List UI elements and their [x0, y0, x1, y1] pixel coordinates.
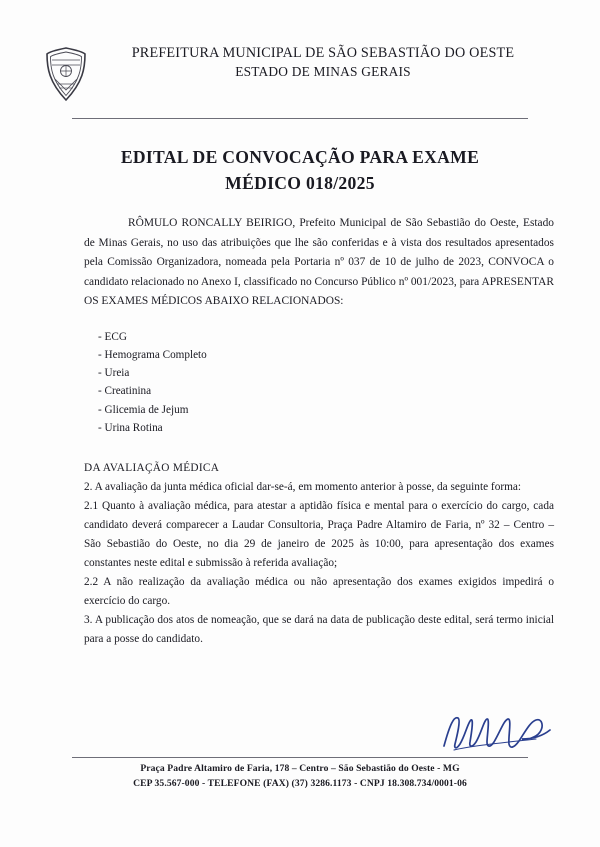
list-item: - Creatinina [98, 385, 152, 398]
coat-of-arms-icon [40, 44, 92, 102]
document-title [0, 145, 600, 196]
document-footer [0, 762, 600, 792]
footer-contact: CEP 35.567-000 - TELEFONE (FAX) (37) 3286.1173 - CNPJ 18.308.734/0001-06 [133, 777, 467, 789]
document-body [84, 214, 554, 649]
document-header [0, 0, 600, 102]
list-item: - Ureia [98, 367, 130, 380]
intro-paragraph: RÔMULO RONCALLY BEIRIGO, Prefeito Municipal de São Sebastião do Oeste, Estado de Minas Gerais, no uso das atribuições que lhe são conferidas e à vista dos resultados apresentados pela Comissão Organizadora, nomeada pela Portaria nº 037 de 10 de julho de 2023, CONVOCA o candidato relacionado no Anexo I, classificado no Concurso Público nº 001/2023, para APRESENTAR OS EXAMES MÉDICOS ABAIXO RELACIONADOS: [84, 217, 554, 308]
paragraph-3: 3. A publicação dos atos de nomeação, que se dará na data de publicação deste edital, será termo inicial para a posse do candidato. [84, 614, 554, 646]
section-heading: DA AVALIAÇÃO MÉDICA [84, 461, 220, 474]
paragraph-2-2: 2.2 A não realização da avaliação médica ou não apresentação dos exames exigidos impedirá o exercício do cargo. [84, 576, 554, 608]
header-text-block [92, 44, 600, 81]
organization-name: PREFEITURA MUNICIPAL DE SÃO SEBASTIÃO DO OESTE [131, 45, 515, 61]
list-item: - Glicemia de Jejum [98, 403, 189, 416]
header-divider [72, 118, 528, 119]
list-item: - ECG [98, 331, 127, 344]
paragraph-2: 2. A avaliação da junta médica oficial dar-se-á, em momento anterior à posse, da seguinte forma: [84, 481, 522, 494]
title-line-2: MÉDICO 018/2025 [225, 172, 375, 193]
title-line-1: EDITAL DE CONVOCAÇÃO PARA EXAME [120, 147, 480, 167]
list-item: - Urina Rotina [98, 421, 163, 434]
paragraph-2-1: 2.1 Quanto à avaliação médica, para atestar a aptidão física e mental para o exercício do cargo, cada candidato deverá comparecer a Laudar Consultoria, Praça Padre Altamiro de Faria, nº 32 – Centro – São Sebastião do Oeste, no dia 29 de janeiro de 2025 às 10:00, para apresentação dos exames constantes neste edital e submissão à referida avaliação; [84, 500, 554, 570]
footer-address: Praça Padre Altamiro de Faria, 178 – Centro – São Sebastião do Oeste - MG [140, 763, 460, 774]
exam-list [98, 328, 554, 437]
state-name: ESTADO DE MINAS GERAIS [235, 64, 411, 80]
list-item: - Hemograma Completo [98, 349, 207, 362]
footer-divider [72, 757, 528, 758]
handwritten-signature-icon [440, 706, 560, 758]
